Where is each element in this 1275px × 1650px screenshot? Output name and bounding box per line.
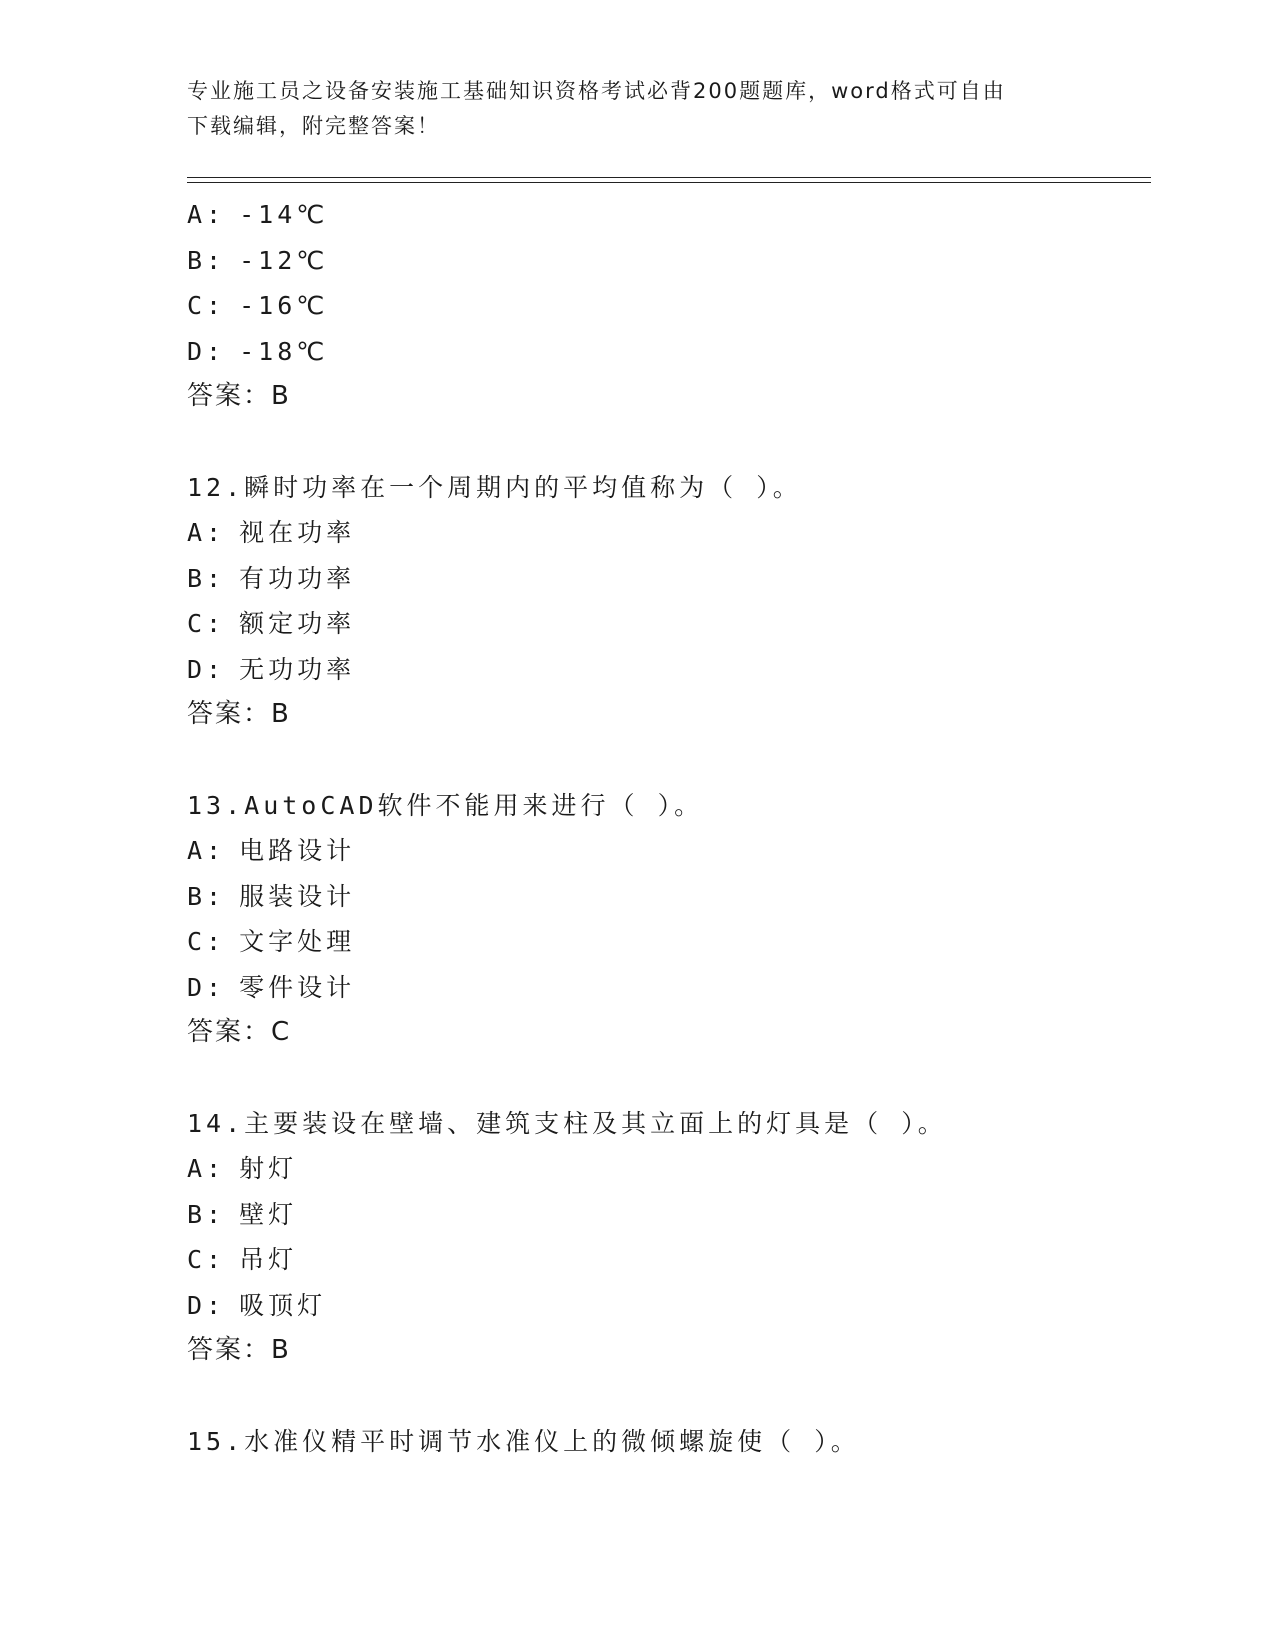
spacer — [187, 420, 1147, 465]
option-c: C: 吊灯 — [187, 1245, 298, 1274]
spacer — [187, 1056, 1147, 1101]
option-a: A: 视在功率 — [187, 518, 356, 547]
header-title-line2: 下载编辑，附完整答案！ — [187, 114, 440, 138]
option-d: D: 零件设计 — [187, 972, 356, 1002]
option-b: B: 有功功率 — [187, 563, 356, 593]
question-text: 12.瞬时功率在一个周期内的平均值称为（ ）。 — [187, 472, 802, 502]
option-d: D: 吸顶灯 — [187, 1290, 327, 1320]
header-divider-bottom — [187, 182, 1151, 183]
option-b: B: 服装设计 — [187, 881, 356, 911]
question-14 — [187, 1101, 1147, 1374]
document-header — [187, 74, 1067, 144]
question-text: 14.主要装设在壁墙、建筑支柱及其立面上的灯具是（ ）。 — [187, 1108, 947, 1138]
option-d: D: -18℃ — [187, 336, 329, 366]
answer-line: 答案：C — [187, 1017, 292, 1047]
option-a: A: 电路设计 — [187, 836, 356, 865]
question-12 — [187, 465, 1147, 738]
header-divider-top — [187, 177, 1151, 178]
question-list — [187, 192, 1147, 1464]
option-c: C: 额定功率 — [187, 609, 356, 638]
option-b: B: 壁灯 — [187, 1199, 298, 1229]
option-c: C: 文字处理 — [187, 927, 356, 956]
question-text: 13.AutoCAD软件不能用来进行（ ）。 — [187, 790, 704, 820]
option-d: D: 无功功率 — [187, 654, 356, 684]
question-11-options — [187, 192, 1147, 420]
spacer — [187, 1374, 1147, 1419]
option-a: A: 射灯 — [187, 1154, 298, 1183]
option-a: A: -14℃ — [187, 200, 329, 229]
option-b: B: -12℃ — [187, 245, 329, 275]
question-15 — [187, 1419, 1147, 1465]
answer-line: 答案：B — [187, 699, 291, 729]
question-text: 15.水准仪精平时调节水准仪上的微倾螺旋使（ ）。 — [187, 1426, 860, 1456]
header-title-line1: 专业施工员之设备安装施工基础知识资格考试必背200题题库，word格式可自由 — [187, 79, 1006, 103]
answer-line: 答案：B — [187, 1335, 291, 1365]
question-13 — [187, 783, 1147, 1056]
answer-line: 答案：B — [187, 381, 291, 411]
spacer — [187, 738, 1147, 783]
option-c: C: -16℃ — [187, 291, 329, 320]
